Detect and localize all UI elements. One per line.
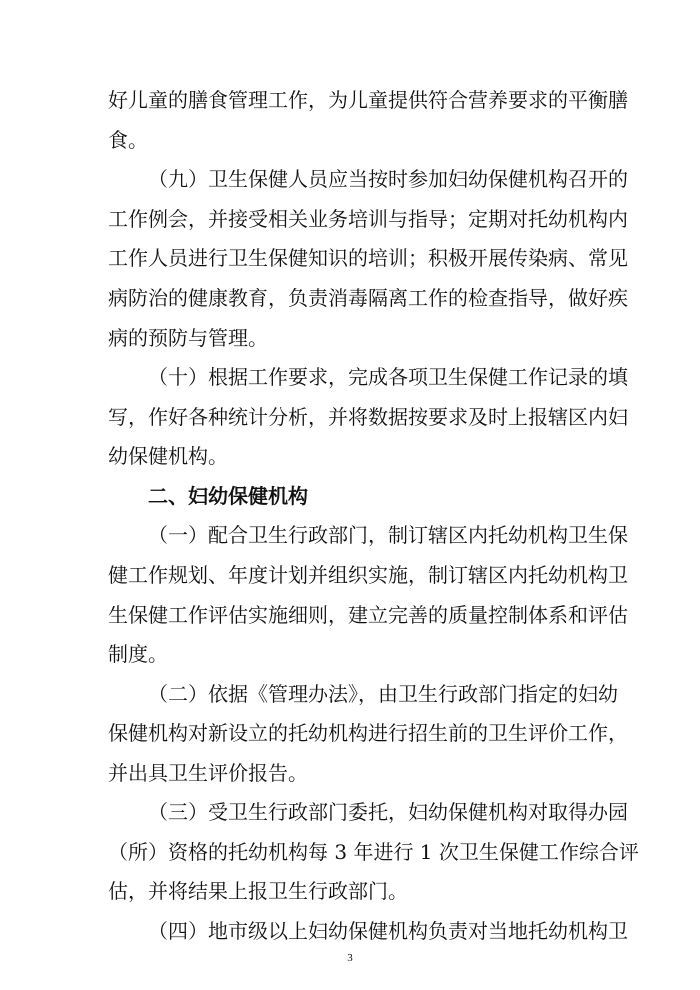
text-line: （一）配合卫生行政部门，制订辖区内托幼机构卫生保 — [148, 523, 628, 547]
text-line: 工作人员进行卫生保健知识的培训；积极开展传染病、常见 — [108, 246, 628, 270]
text-line: 食。 — [108, 128, 148, 152]
text-line: 生保健工作评估实施细则，建立完善的质量控制体系和评估 — [108, 603, 628, 627]
text-line: （二）依据《管理办法》，由卫生行政部门指定的妇幼 — [148, 682, 618, 706]
text-line: 健工作规划、年度计划并组织实施，制订辖区内托幼机构卫 — [108, 563, 628, 587]
section-heading: 二、妇幼保健机构 — [148, 484, 308, 508]
text-line: 幼保健机构。 — [108, 444, 228, 468]
text-line: 制度。 — [108, 642, 168, 666]
text-line: （十）根据工作要求，完成各项卫生保健工作记录的填 — [148, 365, 628, 389]
text-line: （三）受卫生行政部门委托，妇幼保健机构对取得办园 — [148, 800, 628, 824]
text-line: 工作例会，并接受相关业务培训与指导；定期对托幼机构内 — [108, 207, 628, 231]
text-line: 病防治的健康教育，负责消毒隔离工作的检查指导，做好疾 — [108, 286, 628, 310]
text-line: 并出具卫生评价报告。 — [108, 761, 308, 785]
text-line: （所）资格的托幼机构每 3 年进行 1 次卫生保健工作综合评 — [108, 840, 639, 864]
text-line: 病的预防与管理。 — [108, 326, 268, 350]
text-line: （九）卫生保健人员应当按时参加妇幼保健机构召开的 — [148, 167, 628, 191]
text-line: 估，并将结果上报卫生行政部门。 — [108, 879, 408, 903]
text-line: （四）地市级以上妇幼保健机构负责对当地托幼机构卫 — [148, 919, 628, 943]
text-line: 好儿童的膳食管理工作，为儿童提供符合营养要求的平衡膳 — [108, 88, 628, 112]
page-number: 3 — [347, 952, 353, 964]
text-line: 写，作好各种统计分析，并将数据按要求及时上报辖区内妇 — [108, 405, 628, 429]
text-line: 保健机构对新设立的托幼机构进行招生前的卫生评价工作， — [108, 721, 628, 745]
